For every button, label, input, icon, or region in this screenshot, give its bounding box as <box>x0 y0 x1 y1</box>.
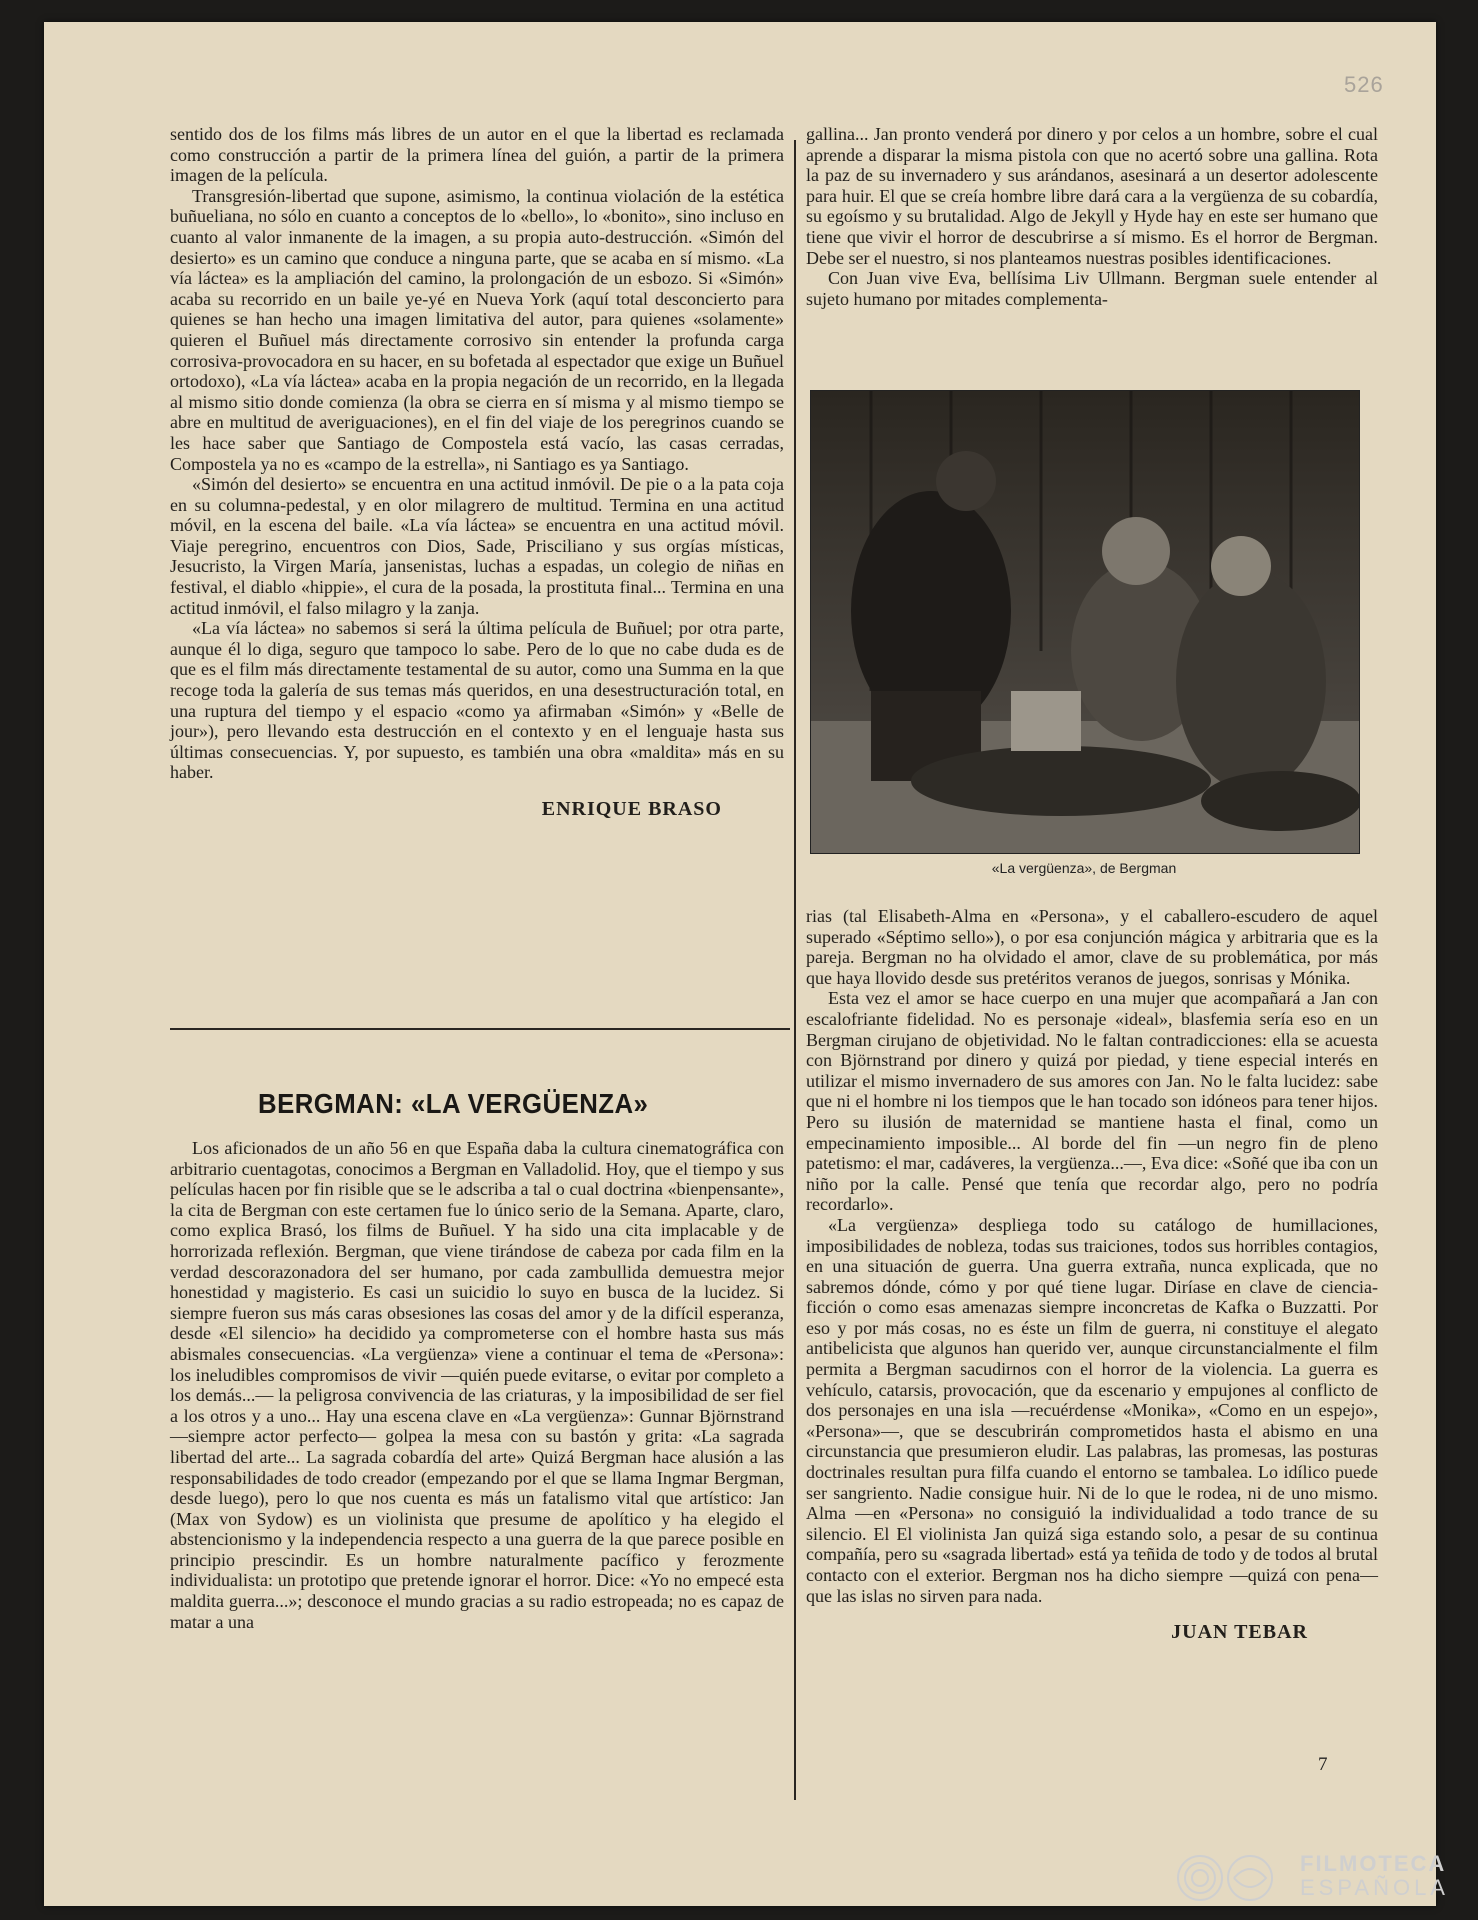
article2-paragraph: Los aficionados de un año 56 en que España daba la cultura cinematográfica con arbitrario cuentagotas, conocimos a Bergman en Valladolid. Hoy, que el tiempo y sus películas hacen por fin risible que se le adscriba a tal o cual doctrina «bienpensante», la cita de Bergman con este certamen fue lo único serio de la Semana. Aparte, claro, como explica Brasó, los films de Buñuel. Y ha sido una cita implacable y de horrorizada reflexión. Bergman, que viene tirándose de cabeza por cada film en la verdad descorazonadora del ser humano, por cada zambullida demuestra mejor honestidad y magisterio. Es casi un suicidio lo suyo en busca de la lucidez. Si siempre fueron sus más caras obsesiones las cosas del amor y de la difícil esperanza, desde «El silencio» ha decidido ya comprometerse con el hombre hasta sus más abismales consecuencias. «La vergüenza» viene a continuar el tema de «Persona»: los ineludibles compromisos de vivir —quién puede evitarse, o evitar por completo a los demás...— la peligrosa convivencia de las criaturas, y la imposibilidad de ser fiel a los otros y a uno... Hay una escena clave en «La vergüenza»: Gunnar Björnstrand —siempre actor perfecto— golpea la mesa con su bastón y grita: «La sagrada libertad del arte... La sagrada cobardía del arte» Quizá Bergman hace alusión a las responsabilidades de todo creador (empezando por el que se llama Ingmar Bergman, desde luego), pero lo que nos cuenta es más un fatalismo vital que artístico: Jan (Max von Sydow) es un violinista que presume de apolítico y ha elegido el abstencionismo y la independencia respecto a una guerra de la que parece posible en principio prescindir. Es un hombre naturalmente pacífico y ferozmente individualista: un prototipo que pretende ignorar el horror. Dice: «Yo no empecé esta maldita guerra...»; desconoce el mundo gracias a su radio estropeada; no es capaz de matar a una <box>170 1138 784 1632</box>
watermark-line2: ESPAÑOLA <box>1300 1875 1449 1900</box>
article2-paragraph: Esta vez el amor se hace cuerpo en una mujer que acompañará a Jan con escalofriante fidelidad. No es personaje «ideal», blasfemia sería eso en un Bergman cirujano de objetividad. No le faltan contradicciones: ella se acuesta con Björnstrand por dinero y quizá por piedad, y tiene especial interés en utilizar el mismo invernadero de sus amores con Jan. No le falta lucidez: sabe que ni el hombre ni los tiempos que le han tocado son idóneos para tener hijos. Pero su ilusión de maternidad se mantiene hasta el final, como un empecinamiento imposible... Al borde del fin —un negro fin de pleno patetismo: el mar, cadáveres, la vergüenza...—, Eva dice: «Soñé que iba con un niño por la calle. Pensé que tenía que recordar algo, pero no podría recordarlo». <box>806 988 1378 1215</box>
article-buñuel-column <box>170 124 784 820</box>
page-number: 7 <box>1318 1754 1328 1775</box>
photo-caption: «La vergüenza», de Bergman <box>991 860 1177 876</box>
article1-paragraph: «Simón del desierto» se encuentra en una actitud inmóvil. De pie o a la pata coja en su columna-pedestal, y en olor milagrero de multitud. Termina en una actitud móvil, en la escena del baile. «La vía láctea» se encuentra en una actitud móvil. Viaje peregrino, encuentros con Dios, Sade, Prisciliano y sus orgías místicas, Jesucristo, la Virgen María, jansenistas, luchas a espadas, un colegio de niñas en festival, el diablo «hippie», el cura de la posada, la prostituta final... Termina en una actitud inmóvil, el falso milagro y la zanja. <box>170 474 784 618</box>
article2-paragraph: Con Juan vive Eva, bellísima Liv Ullmann. Bergman suele entender al sujeto humano por mitades complementa- <box>806 268 1378 309</box>
handwritten-page-note: 526 <box>1344 72 1384 97</box>
article-bergman-right-bottom <box>806 906 1378 1643</box>
magazine-page <box>44 22 1436 1906</box>
film-still-photo <box>810 390 1360 854</box>
author-enrique-braso: ENRIQUE BRASO <box>541 798 722 820</box>
article2-paragraph: rias (tal Elisabeth-Alma en «Persona», y el caballero-escudero de aquel superado «Séptimo sello»), o por esa conjunción mágica y arbitraria que es la pareja. Bergman no ha olvidado el amor, clave de su problemática, por más que haya llovido desde sus pretéritos veranos de juegos, sonrisas y Mónika. <box>806 906 1378 988</box>
article1-paragraph: Transgresión-libertad que supone, asimismo, la continua violación de la estética buñueliana, no sólo en cuanto a conceptos de lo «bello», lo «bonito», sino incluso en cuanto al valor inmanente de la imagen, a su propia auto-destrucción. «Simón del desierto» es un camino que conduce a ninguna parte, que se acaba en sí mismo. «La vía láctea» es la ampliación del camino, la prolongación de un esbozo. Si «Simón» acaba su recorrido en un baile ye-yé en Nueva York (aquí total desconcierto para quienes se han hecho una imagen limitativa del autor, para quienes «solamente» quieren el Buñuel más directamente corrosivo sin entender la profunda carga corrosiva-provocadora en su hacer, en su bofetada al espectador que exige un Buñuel ortodoxo), «La vía láctea» acaba en la propia negación de un recorrido, en la llegada al mismo sitio donde comienza (la obra se cierra en sí misma y al mismo tiempo se abre en multitud de averiguaciones), en el fin del viaje de los peregrinos cuando se les hace saber que Santiago de Compostela está vacío, las casas cerradas, Compostela ya no es «campo de la estrella», ni Santiago es ya Santiago. <box>170 185 784 474</box>
headline-bergman: BERGMAN: «LA VERGÜENZA» <box>258 1088 649 1119</box>
filmoteca-logo-icon <box>1172 1850 1302 1906</box>
article-bergman-right-top <box>806 124 1378 309</box>
article1-paragraph: «La vía láctea» no sabemos si será la última película de Buñuel; por otra parte, aunque él lo diga, seguro que tampoco lo sabe. Pero de lo que no cabe duda es de que es el film más directamente testamental de su autor, como una Summa en la que recoge toda la galería de sus temas más queridos, en una desestructuración total, en una ruptura del tiempo y el espacio «como ya afirmaban «Simón» y «Belle de jour»), pero llevando esta destrucción en el contexto y en el lenguaje hasta sus últimas consecuencias. Y, por supuesto, es también una obra «maldita» más en su haber. <box>170 618 784 783</box>
article1-paragraph: sentido dos de los films más libres de un autor en el que la libertad es reclamada como construcción a partir de la primera línea del guión, a partir de la primera imagen de la película. <box>170 124 784 186</box>
author-juan-tebar: JUAN TEBAR <box>1171 1621 1308 1644</box>
article-bergman-left-column <box>170 1138 784 1632</box>
film-still-illustration <box>811 391 1359 853</box>
article2-paragraph: gallina... Jan pronto venderá por dinero y por celos a un hombre, sobre el cual aprende a disparar la misma pistola con que no acertó sobre una gallina. Rota la paz de su invernadero y sus arándanos, asesinará a un desertor adolescente para huir. El que se creía hombre libre dará cara a la vergüenza de su cobardía, su egoísmo y su brutalidad. Algo de Jekyll y Hyde hay en este ser humano que tiene que vivir el horror de descubrirse a sí mismo. Es el horror de Bergman. Debe ser el nuestro, si nos planteamos nuestras posibles identificaciones. <box>806 124 1378 268</box>
article-divider-left <box>170 1028 790 1030</box>
filmoteca-watermark <box>1300 1852 1449 1900</box>
watermark-line1: FILMOTECA <box>1300 1851 1447 1876</box>
article2-paragraph: «La vergüenza» despliega todo su catálogo de humillaciones, imposibilidades de nobleza, todas sus traiciones, todos sus horribles contagios, en una situación de guerra. Una guerra extraña, nunca explicada, que no sabremos dónde, cómo y por qué tiene lugar. Diríase en clave de ciencia-ficción o como esas amenazas siempre inconcretas de Kafka o Buzzatti. Por eso y por más cosas, no es éste un film de guerra, ni constituye el alegato antibelicista que algunos han querido ver, aunque circunstancialmente el film permita a Bergman sacudirnos con el horror de la violencia. La guerra es vehículo, catarsis, provocación, que da escenario y empujones al conflicto de dos personajes en una isla —recuérdense «Monika», «Como en un espejo», «Persona»—, que se descubrirán comprometidos hasta el abismo en una circunstancia que presumieron eludir. Las palabras, las promesas, las posturas doctrinales resultan pura filfa cuando el entorno se tambalea. Lo idílico puede ser sangriento. Nadie consigue huir. Ni de lo que le rodea, ni de uno mismo. Alma —en «Persona» no consiguió la individualidad a todo trance de su silencio. El El violinista Jan quizá siga estando solo, a pesar de su continua compañía, pero su «sagrada libertad» está ya teñida de todo y de todos al brutal contacto con el exterior. Bergman nos ha dicho siempre —quizá con pena— que las islas no sirven para nada. <box>806 1214 1378 1606</box>
column-divider <box>794 140 796 1800</box>
